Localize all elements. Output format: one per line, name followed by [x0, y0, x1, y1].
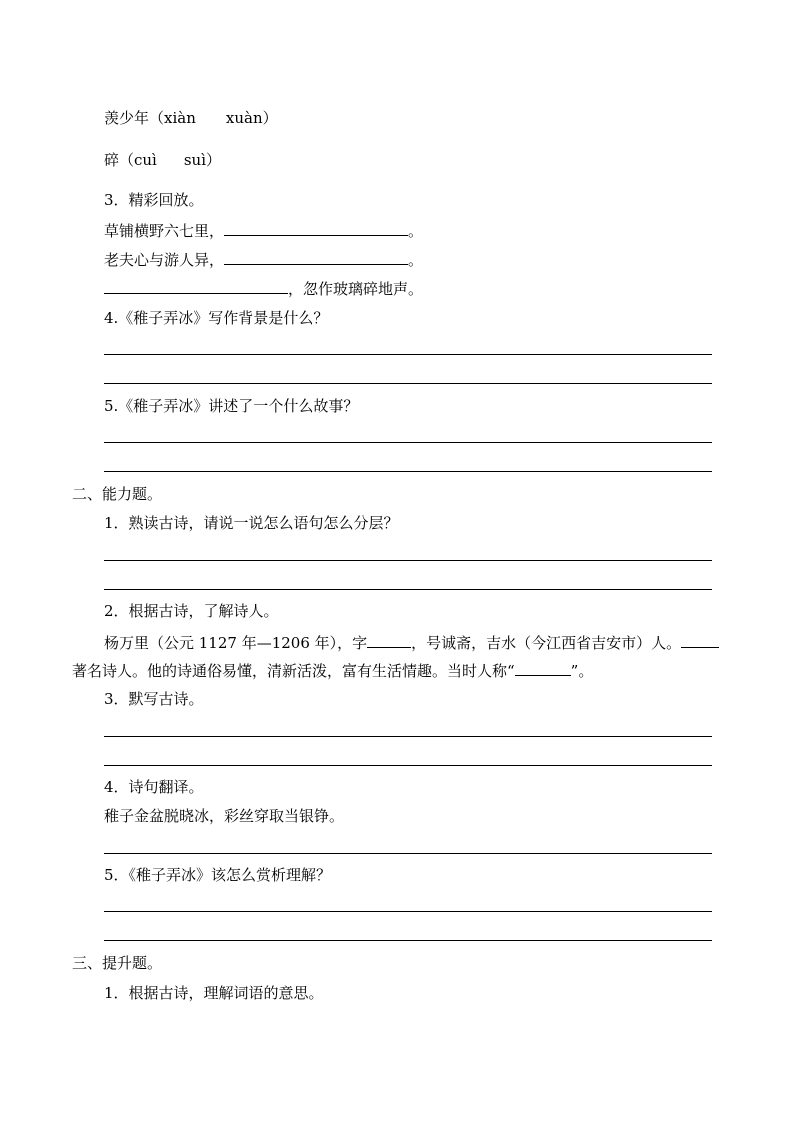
answer-blank[interactable] [104, 278, 288, 294]
s2-q3: 3．默写古诗。 [104, 690, 204, 708]
pinyin-alt-2: suì） [183, 151, 222, 169]
s2-q2-para-2: 著名诗人。他的诗通俗易懂，清新活泼，富有生活情趣。当时人称“ ”。 [72, 662, 594, 680]
answer-blank[interactable] [515, 660, 571, 676]
q4-question: 4.《稚子弄冰》写作背景是什么？ [104, 309, 329, 327]
pinyin-line-1 [104, 108, 278, 128]
q3-line-3: ，忽作玻璃碎地声。 [104, 278, 423, 299]
answer-line[interactable] [104, 442, 712, 443]
answer-blank[interactable] [681, 632, 719, 648]
s2-q2-para-1: 杨万里（公元 1127 年—1206 年），字 ，号诚斋，吉水（今江西省吉安市）人。 [104, 632, 719, 653]
section-3-title: 三、提升题。 [72, 954, 163, 972]
answer-line[interactable] [104, 911, 712, 912]
answer-line[interactable] [104, 940, 712, 941]
answer-line[interactable] [104, 853, 712, 854]
answer-line[interactable] [104, 736, 712, 737]
s2-q1: 1．熟读古诗，请说一说怎么语句怎么分层？ [104, 514, 399, 532]
s2-q2-title: 2．根据古诗，了解诗人。 [104, 602, 279, 620]
s3-q1: 1．根据古诗，理解词语的意思。 [104, 984, 324, 1002]
answer-blank[interactable] [224, 249, 408, 265]
s2-q4-line: 稚子金盆脱晓冰，彩丝穿取当银铮。 [104, 807, 345, 825]
answer-blank[interactable] [224, 220, 408, 236]
q3-line-1: 草铺横野六七里， 。 [104, 222, 424, 240]
pinyin-line-2 [104, 150, 221, 170]
answer-line[interactable] [104, 471, 712, 472]
pinyin-word-1: 羡少年（xiàn [104, 109, 196, 127]
pinyin-word-2: 碎（cuì [104, 151, 157, 169]
pinyin-alt-1: xuàn） [225, 109, 278, 127]
answer-line[interactable] [104, 354, 712, 355]
answer-line[interactable] [104, 383, 712, 384]
answer-line[interactable] [104, 560, 712, 561]
s2-q5: 5．《稚子弄冰》该怎么赏析理解？ [104, 866, 332, 884]
section-2-title: 二、能力题。 [72, 485, 163, 503]
s2-q4-title: 4．诗句翻译。 [104, 778, 204, 796]
answer-blank[interactable] [367, 632, 411, 648]
q5-question: 5.《稚子弄冰》讲述了一个什么故事？ [104, 397, 359, 415]
answer-line[interactable] [104, 589, 712, 590]
q3-title: 3．精彩回放。 [104, 191, 204, 209]
q3-line-2: 老夫心与游人异， 。 [104, 251, 424, 269]
answer-line[interactable] [104, 765, 712, 766]
